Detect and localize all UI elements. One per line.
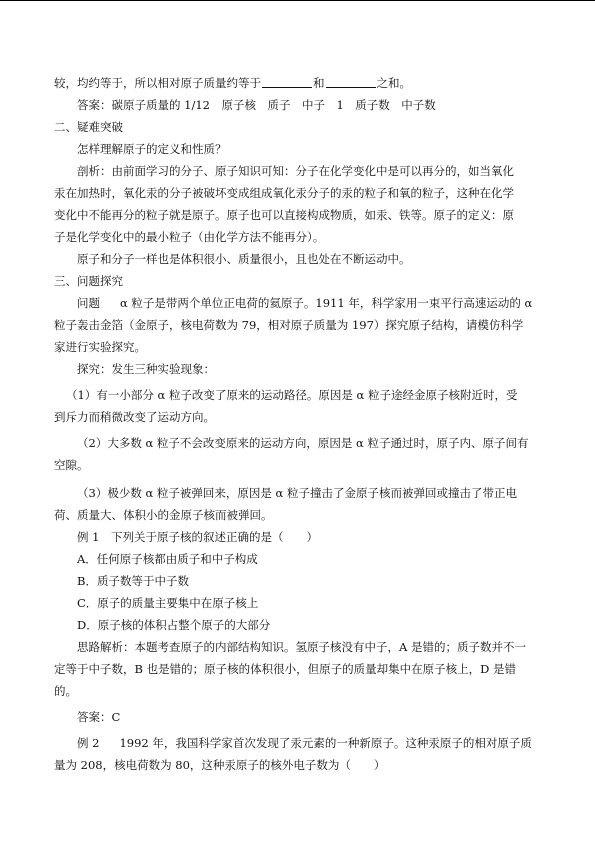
text-line: 思路解析：本题考查原子的内部结构知识。氢原子核没有中子，A 是错的；质子数并不一 [77,640,526,654]
text-line: 子是化学变化中的最小粒子（由化学方法不能再分）。 [54,230,325,244]
text-line: 变化中不能再分的粒子就是原子。原子也可以直接构成物质，如汞、铁等。原子的定义：原 [54,208,514,222]
section-heading: 二、疑难突破 [54,120,123,134]
option-d: D．原子核的体积占整个原子的大部分 [77,618,271,632]
text-line: 荷、质量大、体积小的金原子核而被弹回。 [54,508,273,522]
fill-blank[interactable] [262,75,312,88]
option-c: C．原子的质量主要集中在原子核上 [77,596,259,610]
text-line: 到斥力而稍微改变了运动方向。 [54,410,215,424]
example-question: 例 1 下列关于原子核的叙述正确的是（ ） [77,530,318,544]
text-line: （2）大多数 α 粒子不会改变原来的运动方向，原因是 α 粒子通过时，原子内、原子间有 [77,436,529,450]
text-line: 定等于中子数，B 也是错的；原子核的体积很小，但原子的质量却集中在原子核上，D 是错 [54,662,516,676]
problem-line: 问题 α 粒子是带两个单位正电荷的氦原子。1911 年，科学家用一束平行高速运动的 α [77,296,533,310]
answer-line: 答案：碳原子质量的 1/12 原子核 质子 中子 1 质子数 中子数 [77,98,436,112]
example-question: 例 2 1992 年，我国科学家首次发现了汞元素的一种新原子。这种汞原子的相对原子质 [77,736,532,750]
text-line: （1）有一小部分 α 粒子改变了原来的运动路径。原因是 α 粒子途经金原子核附近时，受 [66,388,518,402]
text-line: 原子和分子一样也是体积很小、质量很小，且也处在不断运动中。 [77,252,411,266]
option-b: B．质子数等于中子数 [77,574,189,588]
text-line: （3）极少数 α 粒子被弹回来，原因是 α 粒子撞击了金原子核而被弹回或撞击了带正电 [77,486,517,500]
text-line: 较，均约等于，所以相对原子质量约等于 和 之和。 [54,76,411,90]
fill-blank[interactable] [326,75,376,88]
answer-line: 答案：C [77,710,121,724]
text-line: 的。 [54,684,77,698]
option-a: A．任何原子核都由质子和中子构成 [77,552,258,566]
section-heading: 三、问题探究 [54,274,123,288]
text-line: 探究：发生三种实验现象： [77,362,215,376]
text-line: 剖析：由前面学习的分子、原子知识可知：分子在化学变化中是可以再分的，如当氧化 [77,164,514,178]
text-line: 汞在加热时，氧化汞的分子被破坏变成组成氧化汞分子的汞的粒子和氧的粒子，这种在化学 [54,186,514,200]
text-line: 家进行实验探究。 [54,340,146,354]
text-line: 空隙。 [54,458,89,472]
text-line: 量为 208，核电荷数为 80，这种汞原子的核外电子数为（ ） [54,758,386,772]
document-page [54,72,543,776]
page-top-border [0,0,595,1]
question-line: 怎样理解原子的定义和性质？ [77,142,227,156]
text-line: 粒子轰击金箔（金原子，核电荷数为 79，相对原子质量为 197）探究原子结构，请模仿科学 [54,318,524,332]
